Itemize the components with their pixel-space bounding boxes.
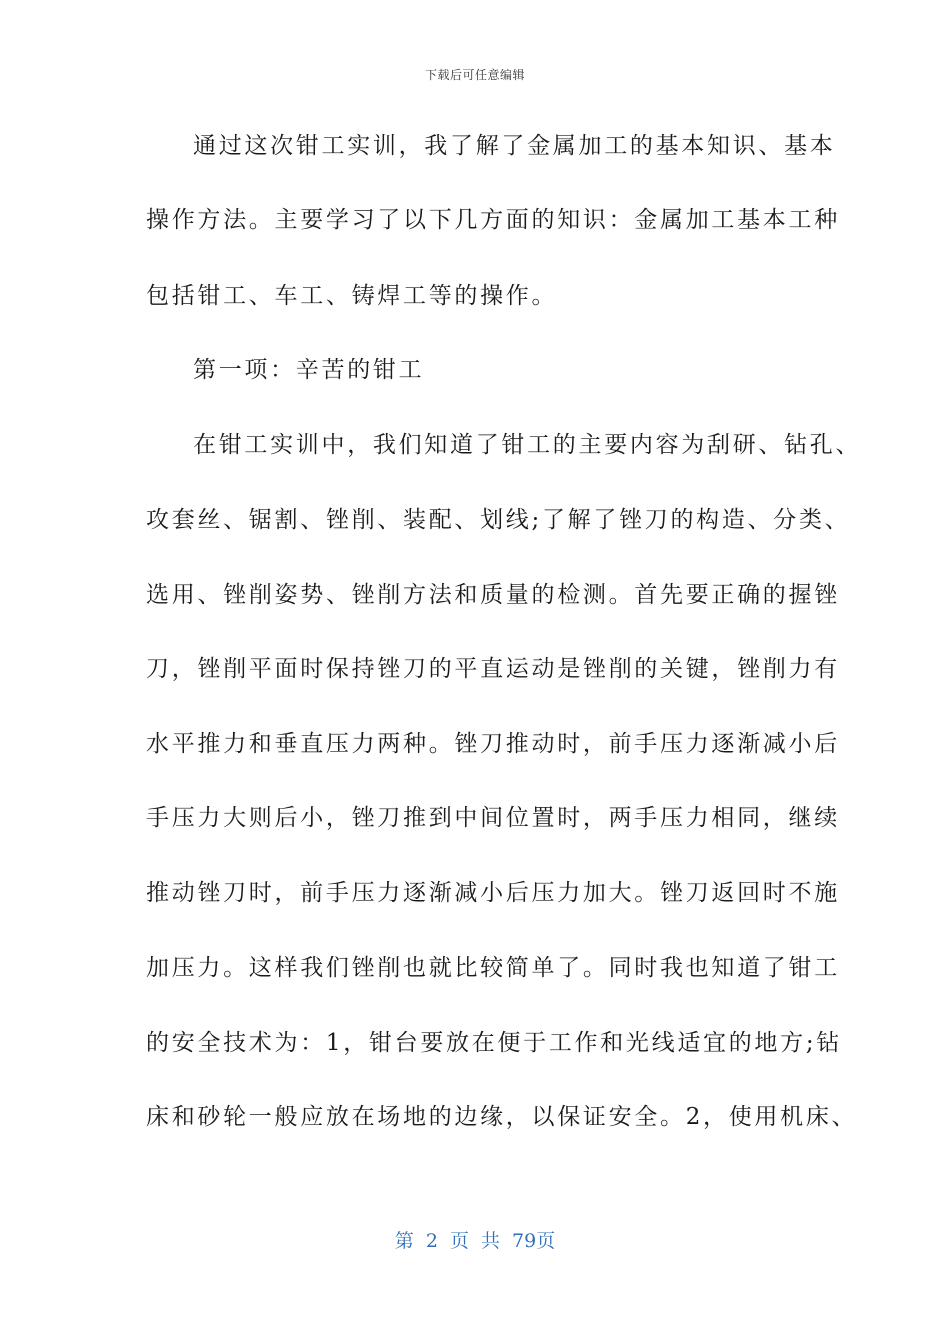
body-line: 推动锉刀时，前手压力逐渐减小后压力加大。锉刀返回时不施 — [146, 880, 840, 906]
page-header: 下载后可任意编辑 — [424, 68, 525, 82]
body-line: 操作方法。主要学习了以下几方面的知识：金属加工基本工种 — [146, 207, 840, 233]
body-line: 刀，锉削平面时保持锉刀的平直运动是锉削的关键，锉削力有 — [146, 656, 840, 682]
body-line: 床和砂轮一般应放在场地的边缘，以保证安全。2，使用机床、 — [146, 1104, 858, 1130]
body-line: 水平推力和垂直压力两种。锉刀推动时，前手压力逐渐减小后 — [146, 731, 840, 757]
body-line: 的安全技术为：1，钳台要放在便于工作和光线适宜的地方;钻 — [146, 1030, 842, 1056]
body-line: 手压力大则后小，锉刀推到中间位置时，两手压力相同，继续 — [146, 805, 840, 831]
body-line: 包括钳工、车工、铸焊工等的操作。 — [146, 283, 558, 309]
page-number: 第 2 页 共 79页 — [394, 1230, 556, 1252]
section-heading: 第一项：辛苦的钳工 — [193, 357, 425, 383]
body-line: 选用、锉削姿势、锉削方法和质量的检测。首先要正确的握锉 — [146, 582, 840, 608]
body-line: 在钳工实训中，我们知道了钳工的主要内容为刮研、钻孔、 — [193, 432, 862, 458]
body-line: 攻套丝、锯割、锉削、装配、划线;了解了锉刀的构造、分类、 — [146, 507, 851, 533]
body-line: 通过这次钳工实训，我了解了金属加工的基本知识、基本 — [193, 133, 836, 159]
body-line: 加压力。这样我们锉削也就比较简单了。同时我也知道了钳工 — [146, 955, 840, 981]
